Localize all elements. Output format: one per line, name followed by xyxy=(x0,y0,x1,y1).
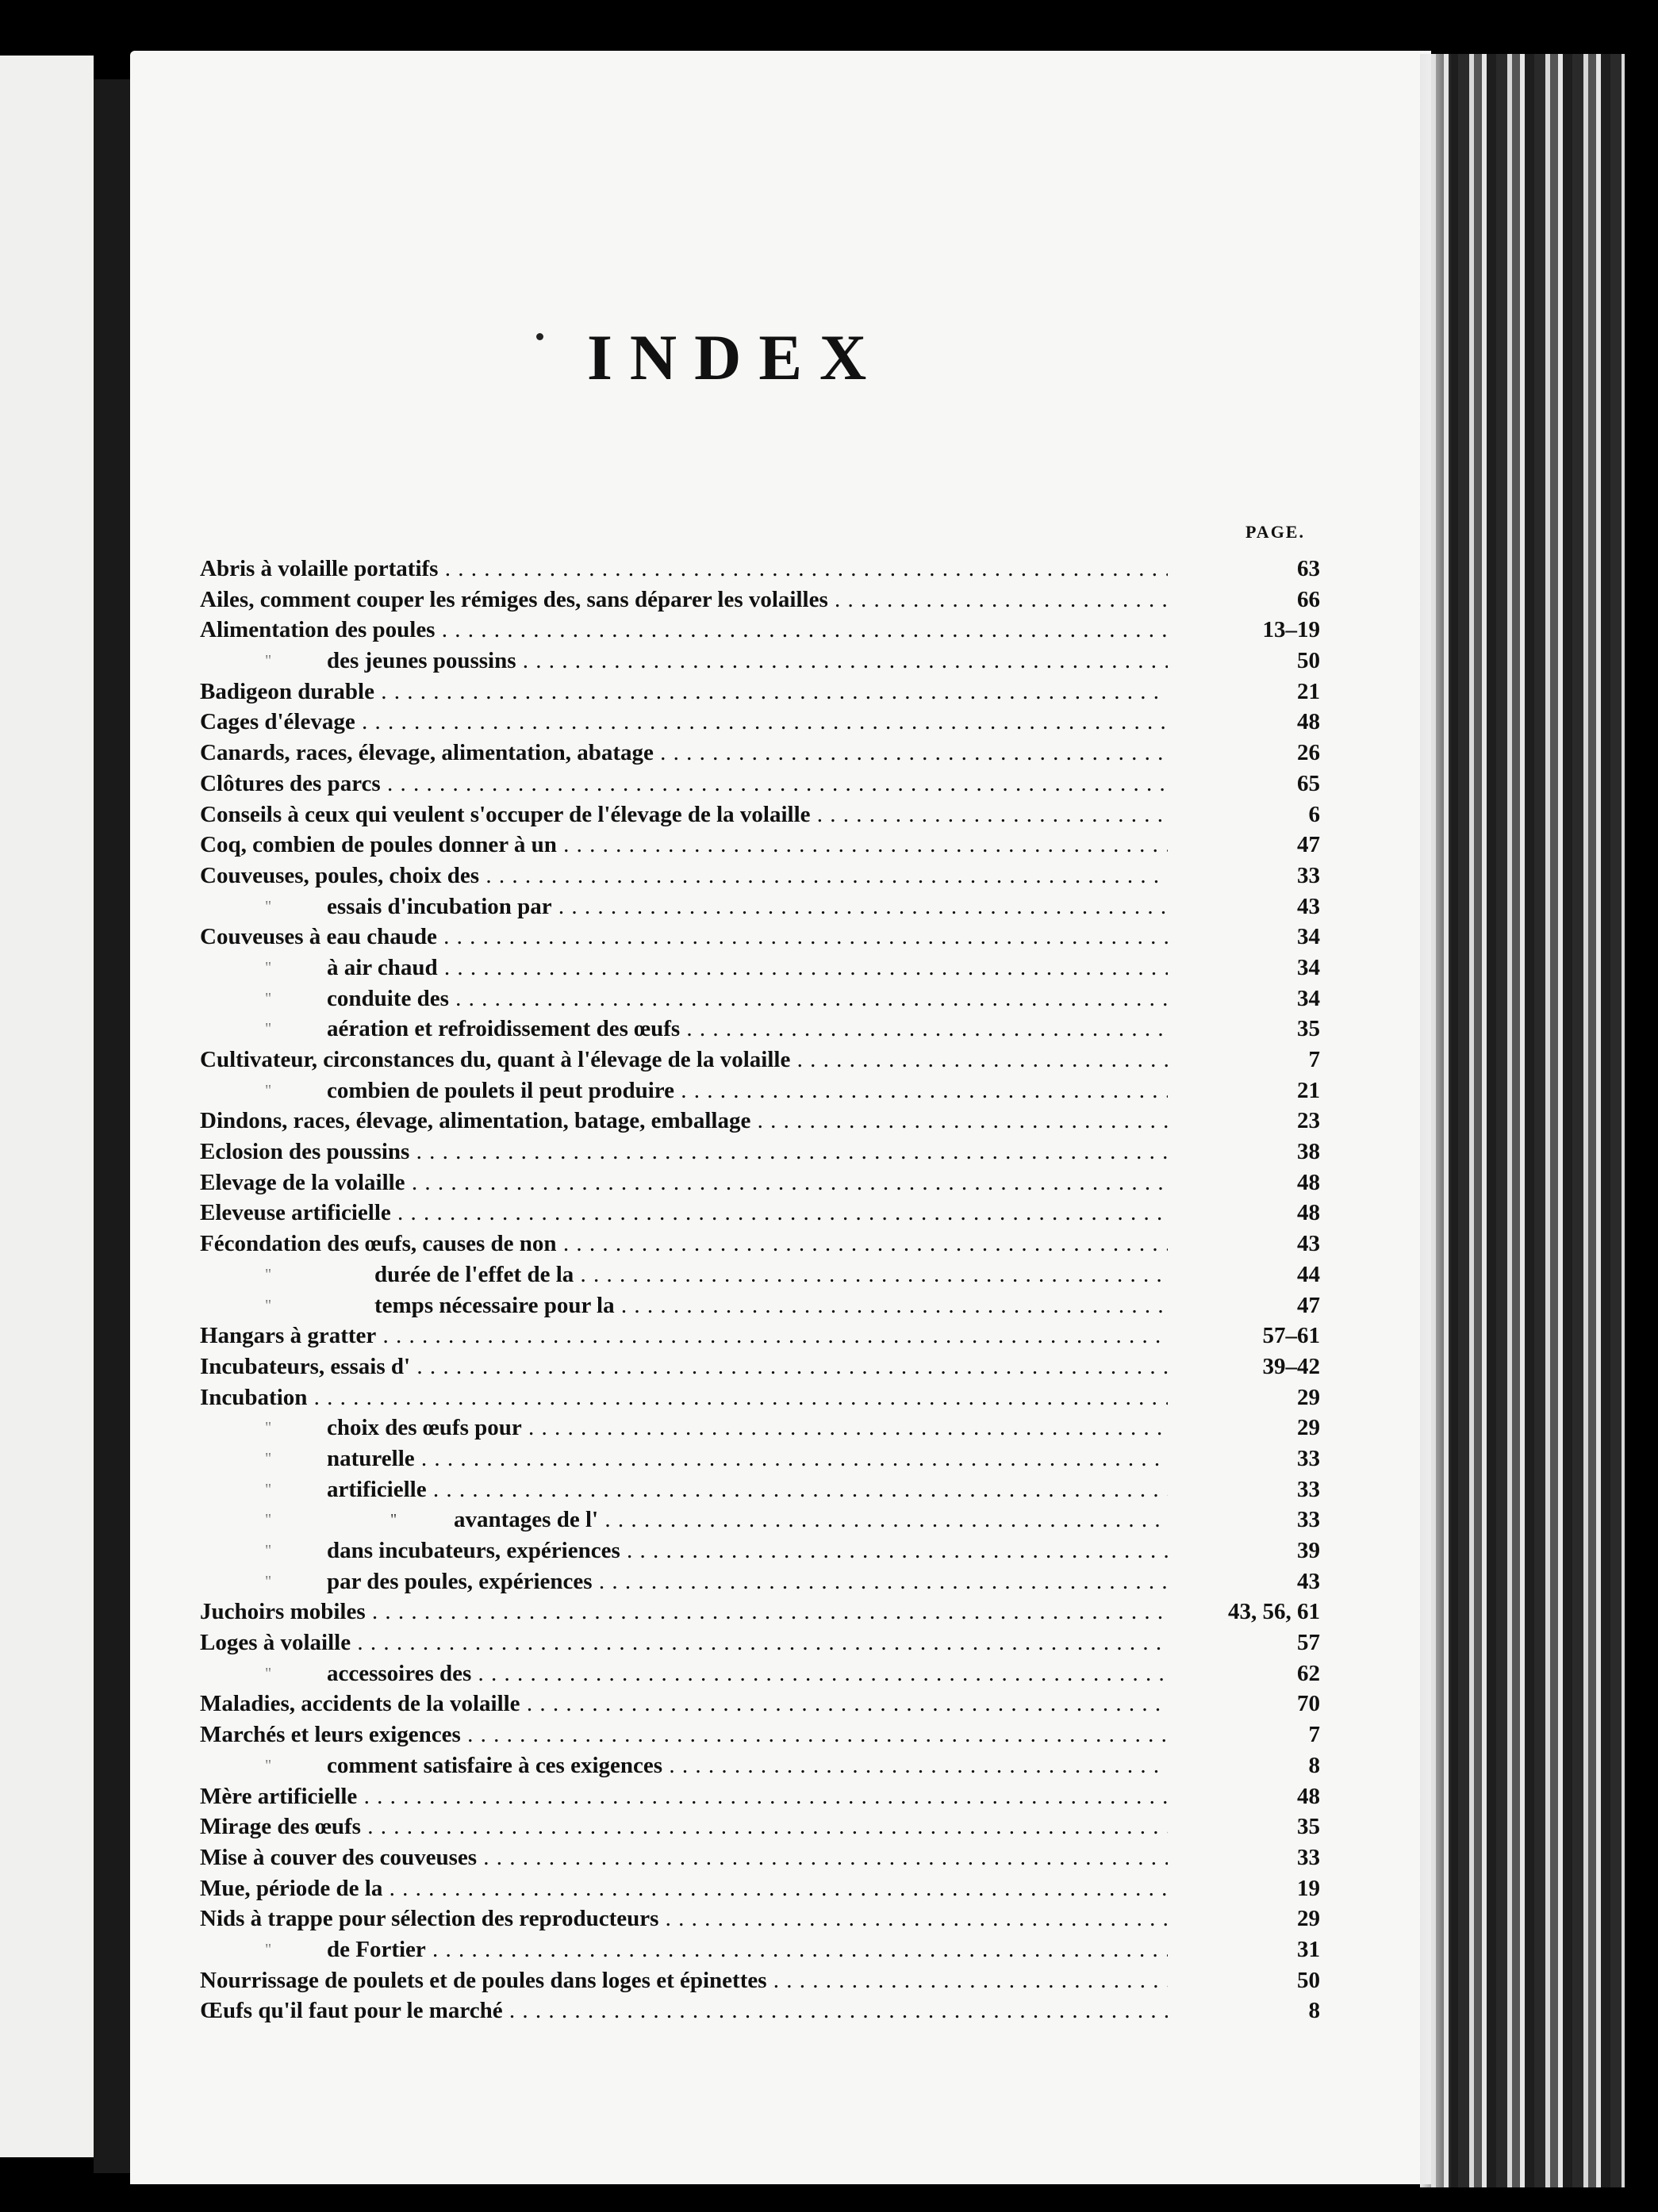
index-entry-page: 48 xyxy=(1201,1167,1320,1198)
index-entry xyxy=(200,1934,1326,1965)
index-entry-term-text: Fécondation des œufs, causes de non xyxy=(200,1231,557,1257)
index-entry-term xyxy=(200,677,1168,707)
index-entry-term xyxy=(200,922,1168,953)
index-entry xyxy=(200,983,1326,1014)
index-entry xyxy=(200,738,1326,769)
page-column-header: PAGE. xyxy=(1245,522,1305,542)
index-entry xyxy=(200,1259,1326,1290)
index-entry xyxy=(200,830,1326,861)
index-entry-term xyxy=(200,1106,1168,1137)
index-entry-term-text: Hangars à gratter xyxy=(200,1323,377,1349)
ditto-mark: " xyxy=(265,1940,272,1958)
index-entry-term xyxy=(200,1290,1168,1321)
index-entry-page: 23 xyxy=(1201,1106,1320,1137)
index-entry xyxy=(200,1627,1326,1658)
index-entry-term-text: Coq, combien de poules donner à un xyxy=(200,832,557,858)
index-entry-term-text: durée de l'effet de la xyxy=(374,1261,574,1287)
index-entry xyxy=(200,891,1326,922)
index-entry-page: 47 xyxy=(1201,830,1320,861)
index-entry xyxy=(200,1198,1326,1229)
index-entry-term-text: Abris à volaille portatifs xyxy=(200,556,439,581)
index-entry xyxy=(200,1321,1326,1351)
index-entry-term-text: essais d'incubation par xyxy=(327,893,552,919)
index-entry-term xyxy=(200,1658,1168,1689)
index-entry-page: 33 xyxy=(1201,1842,1320,1873)
index-entry-page: 50 xyxy=(1201,1965,1320,1996)
index-entry-term xyxy=(200,738,1168,769)
ditto-mark: " xyxy=(265,1265,272,1283)
ditto-mark: " xyxy=(265,1419,272,1437)
index-entry-term xyxy=(200,1443,1168,1474)
index-entry-page: 7 xyxy=(1201,1719,1320,1750)
index-entry-term xyxy=(200,1137,1168,1167)
index-entry-term-text: par des poules, expériences xyxy=(327,1568,593,1594)
index-entry-term xyxy=(200,1842,1168,1873)
index-entry-term-text: Incubation xyxy=(200,1384,308,1410)
index-entry-page: 31 xyxy=(1201,1934,1320,1965)
index-entry-term-text: à air chaud xyxy=(327,954,438,980)
index-entry xyxy=(200,1505,1326,1535)
index-entry-term xyxy=(200,861,1168,891)
index-entry xyxy=(200,1689,1326,1719)
index-entry xyxy=(200,1750,1326,1781)
index-entry-page: 29 xyxy=(1201,1903,1320,1934)
index-entry xyxy=(200,769,1326,799)
index-entry-term xyxy=(200,1750,1168,1781)
ditto-mark: " xyxy=(265,958,272,976)
ditto-mark: " xyxy=(265,1572,272,1590)
index-entry xyxy=(200,615,1326,646)
index-entry xyxy=(200,1351,1326,1382)
index-entry-term-text: avantages de l' xyxy=(454,1507,599,1533)
index-entry xyxy=(200,1566,1326,1597)
index-entry-term xyxy=(200,1382,1168,1413)
index-entry-page: 43 xyxy=(1201,1229,1320,1259)
index-entry-term xyxy=(200,1781,1168,1812)
index-entry-page: 43 xyxy=(1201,1566,1320,1597)
index-entry-term xyxy=(200,615,1168,646)
index-entry-page: 38 xyxy=(1201,1137,1320,1167)
index-entry-term-text: Mue, période de la xyxy=(200,1875,383,1901)
index-entry xyxy=(200,554,1326,585)
ditto-mark: " xyxy=(265,1296,272,1314)
index-entry-page: 33 xyxy=(1201,861,1320,891)
index-entry-term-text: artificielle xyxy=(327,1476,427,1502)
index-entry-term-text: Eleveuse artificielle xyxy=(200,1200,391,1226)
index-entry-page: 50 xyxy=(1201,646,1320,677)
index-entry xyxy=(200,1781,1326,1812)
ditto-mark: " xyxy=(265,1449,272,1467)
index-entry xyxy=(200,861,1326,891)
index-entry-term-text: Juchoirs mobiles xyxy=(200,1599,366,1625)
index-entry-term-text: Œufs qu'il faut pour le marché xyxy=(200,1998,503,2024)
index-entry-page: 62 xyxy=(1201,1658,1320,1689)
index-entry-term xyxy=(200,1597,1168,1627)
ditto-mark: " xyxy=(390,1511,397,1529)
index-entry-term-text: Couveuses, poules, choix des xyxy=(200,862,480,888)
index-entry-term-text: Mise à couver des couveuses xyxy=(200,1844,478,1870)
index-entry-term xyxy=(200,1321,1168,1351)
index-entry xyxy=(200,799,1326,830)
index-entry-term xyxy=(200,1045,1168,1075)
index-entry xyxy=(200,1965,1326,1996)
index-entry-term xyxy=(200,554,1168,585)
ditto-mark: " xyxy=(265,1542,272,1559)
index-entry-term xyxy=(200,1259,1168,1290)
book-gutter xyxy=(94,79,132,2173)
ditto-mark: " xyxy=(265,1020,272,1038)
index-entry-page: 19 xyxy=(1201,1873,1320,1904)
index-entry-page: 65 xyxy=(1201,769,1320,799)
ditto-mark: " xyxy=(265,652,272,670)
index-entry xyxy=(200,1167,1326,1198)
index-entry-term-text: Conseils à ceux qui veulent s'occuper de l'élevage de la volaille xyxy=(200,801,811,827)
index-entry-page: 21 xyxy=(1201,677,1320,707)
index-entry xyxy=(200,1106,1326,1137)
index-entry-term-text: comment satisfaire à ces exigences xyxy=(327,1752,663,1778)
ditto-mark: " xyxy=(265,1480,272,1498)
ditto-mark: " xyxy=(265,1081,272,1099)
index-entry-page: 13–19 xyxy=(1201,615,1320,646)
index-entry xyxy=(200,1137,1326,1167)
index-entry-term xyxy=(200,1351,1168,1382)
ditto-mark: " xyxy=(265,1756,272,1774)
index-entry-term xyxy=(200,1167,1168,1198)
index-entry-page: 39 xyxy=(1201,1535,1320,1566)
ditto-mark: " xyxy=(265,989,272,1007)
index-entry-term xyxy=(200,891,1168,922)
left-page-edge xyxy=(0,56,94,2157)
index-entry-page: 33 xyxy=(1201,1443,1320,1474)
index-entry xyxy=(200,1811,1326,1842)
index-entry-page: 63 xyxy=(1201,554,1320,585)
index-entry-term xyxy=(200,830,1168,861)
index-entry-page: 7 xyxy=(1201,1045,1320,1075)
index-entry xyxy=(200,1382,1326,1413)
index-entry-page: 8 xyxy=(1201,1750,1320,1781)
index-entry-page: 44 xyxy=(1201,1259,1320,1290)
index-entry xyxy=(200,1413,1326,1443)
index-entry-page: 34 xyxy=(1201,983,1320,1014)
index-entry-term-text: Eclosion des poussins xyxy=(200,1139,410,1165)
ditto-mark: " xyxy=(265,897,272,915)
index-entry-term-text: Nids à trappe pour sélection des reproducteurs xyxy=(200,1906,659,1932)
index-entry-page: 34 xyxy=(1201,922,1320,953)
index-entry-term xyxy=(200,1535,1168,1566)
index-entry-term-text: Incubateurs, essais d' xyxy=(200,1353,411,1379)
index-entry-page: 33 xyxy=(1201,1474,1320,1505)
index-entry-term xyxy=(200,1995,1168,2026)
index-entry-term xyxy=(200,1965,1168,1996)
index-entry xyxy=(200,1658,1326,1689)
page-edge-shadow xyxy=(1420,54,1452,2187)
index-entry xyxy=(200,1903,1326,1934)
index-entry-page: 48 xyxy=(1201,707,1320,738)
index-entry-page: 29 xyxy=(1201,1382,1320,1413)
index-entry-term xyxy=(200,1627,1168,1658)
index-entry-page: 34 xyxy=(1201,953,1320,983)
index-entry-term-text: Nourrissage de poulets et de poules dans loges et épinettes xyxy=(200,1967,767,1993)
index-entry-page: 48 xyxy=(1201,1781,1320,1812)
index-entry xyxy=(200,1229,1326,1259)
ditto-mark: " xyxy=(265,1511,272,1529)
index-entry-page: 39–42 xyxy=(1201,1351,1320,1382)
index-entry-page: 70 xyxy=(1201,1689,1320,1719)
index-entry-page: 35 xyxy=(1201,1811,1320,1842)
index-entry-page: 66 xyxy=(1201,585,1320,615)
index-entry-term-text: temps nécessaire pour la xyxy=(374,1292,615,1318)
index-entry-term-text: Canards, races, élevage, alimentation, abatage xyxy=(200,740,654,766)
index-entry-page: 8 xyxy=(1201,1995,1320,2026)
index-entry-page: 33 xyxy=(1201,1505,1320,1535)
index-entry-term-text: Clôtures des parcs xyxy=(200,770,381,796)
index-entry xyxy=(200,1873,1326,1904)
index-entry-term xyxy=(200,1719,1168,1750)
index-entry xyxy=(200,1290,1326,1321)
index-entry-page: 6 xyxy=(1201,799,1320,830)
index-entry-page: 47 xyxy=(1201,1290,1320,1321)
index-entry-page: 57–61 xyxy=(1201,1321,1320,1351)
index-entry-page: 21 xyxy=(1201,1075,1320,1106)
index-entry-term xyxy=(200,1903,1168,1934)
index-entry-term-text: Badigeon durable xyxy=(200,678,374,704)
index-entry-term-text: Couveuses à eau chaude xyxy=(200,924,437,950)
index-entry-term-text: Cages d'élevage xyxy=(200,709,355,735)
index-entry-term xyxy=(200,646,1168,677)
index-entry xyxy=(200,1535,1326,1566)
index-entry xyxy=(200,585,1326,615)
index-entry-term xyxy=(200,1014,1168,1045)
index-entry xyxy=(200,1075,1326,1106)
index-entry xyxy=(200,646,1326,677)
index-entry xyxy=(200,953,1326,983)
index-entry-term-text: Elevage de la volaille xyxy=(200,1169,405,1195)
index-entry-page: 43, 56, 61 xyxy=(1201,1597,1320,1627)
index-entry-term-text: naturelle xyxy=(327,1445,415,1471)
index-entry-term xyxy=(200,1689,1168,1719)
index-entry-term-text: Maladies, accidents de la volaille xyxy=(200,1691,520,1717)
index-entry-page: 43 xyxy=(1201,891,1320,922)
index-entry xyxy=(200,1014,1326,1045)
index-entry-term xyxy=(200,1075,1168,1106)
index-entry xyxy=(200,1474,1326,1505)
index-entry-term xyxy=(200,1198,1168,1229)
index-entry-term-text: accessoires des xyxy=(327,1660,472,1686)
index-entry xyxy=(200,922,1326,953)
index-entry-term-text: dans incubateurs, expériences xyxy=(327,1538,620,1563)
index-entry-term xyxy=(200,707,1168,738)
ditto-mark: " xyxy=(265,1664,272,1682)
index-entry-term-text: Mirage des œufs xyxy=(200,1814,361,1840)
index-entry-term xyxy=(200,769,1168,799)
index-entry-term-text: combien de poulets il peut produire xyxy=(327,1077,675,1103)
index-entry-term xyxy=(200,1934,1168,1965)
index-entry-page: 48 xyxy=(1201,1198,1320,1229)
index-entry xyxy=(200,677,1326,707)
index-entry-term xyxy=(200,1413,1168,1443)
index-entry-term-text: conduite des xyxy=(327,985,449,1011)
index-entry-term xyxy=(200,953,1168,983)
index-entry xyxy=(200,1443,1326,1474)
index-entry-term xyxy=(200,1505,1168,1535)
index-entry xyxy=(200,1842,1326,1873)
index-entry-term xyxy=(200,585,1168,615)
index-entry-page: 26 xyxy=(1201,738,1320,769)
index-entry-term xyxy=(200,1873,1168,1904)
index-entry-term-text: Marchés et leurs exigences xyxy=(200,1722,461,1748)
index-entry-term-text: Ailes, comment couper les rémiges des, sans déparer les volailles xyxy=(200,586,828,612)
index-entry xyxy=(200,1995,1326,2026)
index-entry xyxy=(200,1045,1326,1075)
index-entry-term-text: choix des œufs pour xyxy=(327,1415,522,1441)
index-entry-term xyxy=(200,1229,1168,1259)
index-entry xyxy=(200,707,1326,738)
index-entry-term-text: Cultivateur, circonstances du, quant à l'élevage de la volaille xyxy=(200,1047,791,1072)
index-entry-page: 57 xyxy=(1201,1627,1320,1658)
index-entry-term xyxy=(200,799,1168,830)
index-entry-term-text: Loges à volaille xyxy=(200,1630,351,1656)
index-entry-term xyxy=(200,1566,1168,1597)
index-entry-term-text: de Fortier xyxy=(327,1936,426,1962)
index-entry-term-text: aération et refroidissement des œufs xyxy=(327,1016,681,1042)
index-entry-term-text: Mère artificielle xyxy=(200,1783,358,1809)
index-entry xyxy=(200,1719,1326,1750)
index-entry-term xyxy=(200,1811,1168,1842)
title-dot xyxy=(536,333,543,340)
index-entry-page: 29 xyxy=(1201,1413,1320,1443)
index-list xyxy=(200,554,1326,2026)
index-entry-term-text: Dindons, races, élevage, alimentation, batage, emballage xyxy=(200,1108,751,1134)
index-entry-page: 35 xyxy=(1201,1014,1320,1045)
index-entry-term xyxy=(200,983,1168,1014)
index-entry-term xyxy=(200,1474,1168,1505)
index-entry-term-text: Alimentation des poules xyxy=(200,617,436,643)
index-entry-term-text: des jeunes poussins xyxy=(327,648,516,674)
page-title: INDEX xyxy=(587,321,885,393)
index-entry xyxy=(200,1597,1326,1627)
